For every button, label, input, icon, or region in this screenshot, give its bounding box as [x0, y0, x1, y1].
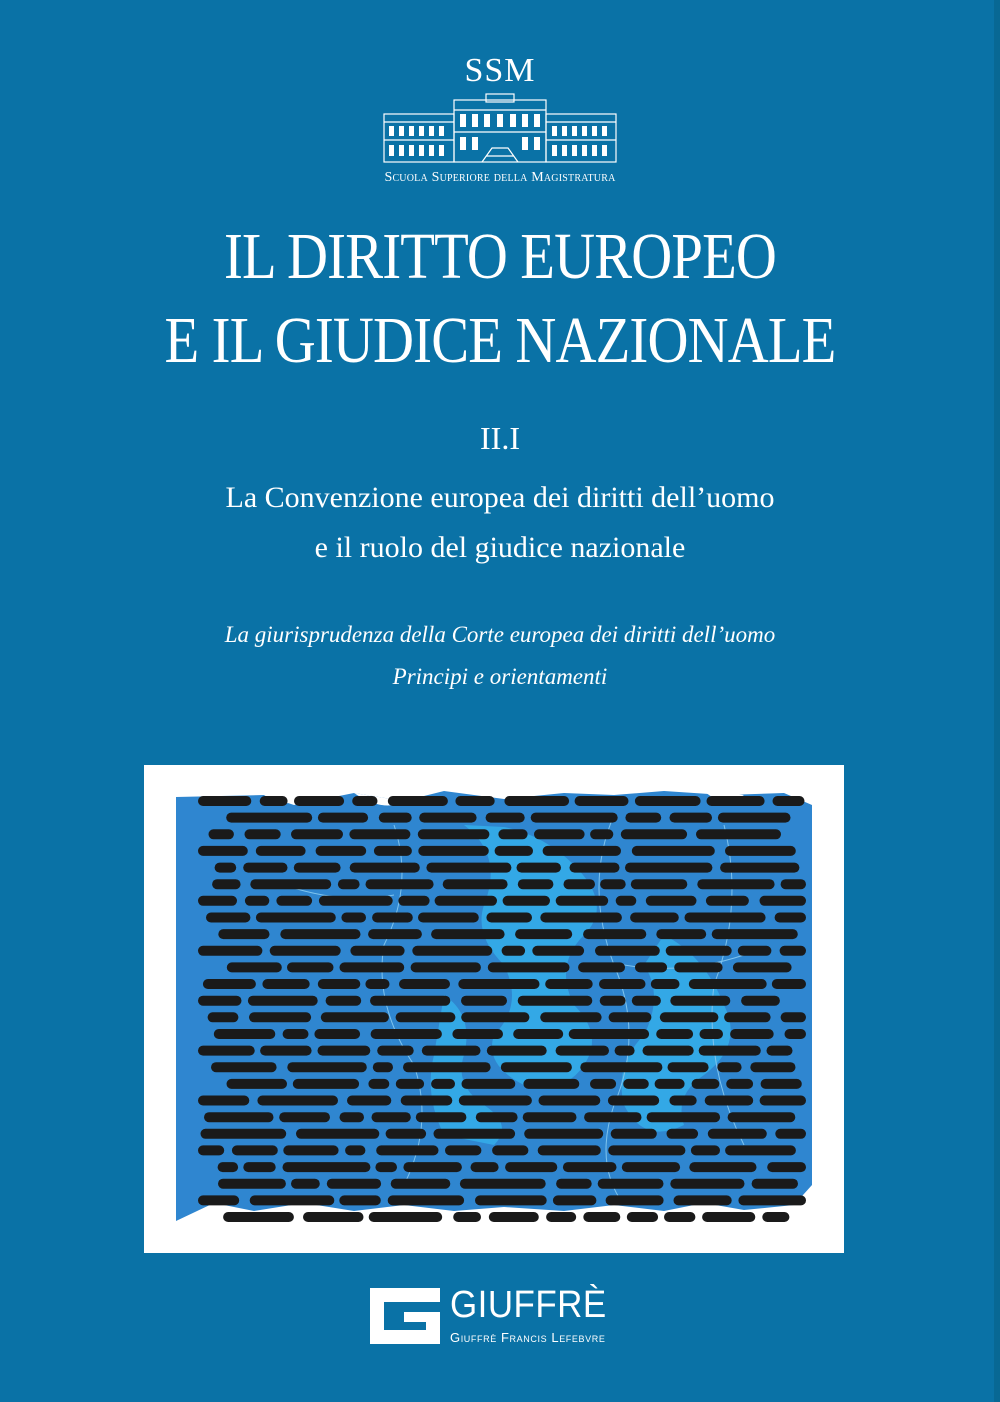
redaction-bar: [218, 1179, 286, 1189]
redaction-bar: [725, 846, 796, 856]
redaction-bar: [518, 996, 593, 1006]
redaction-bar: [321, 1012, 389, 1022]
redaction-bar: [248, 996, 318, 1006]
redaction-bar: [379, 813, 412, 823]
redaction-bar: [211, 1062, 277, 1072]
redaction-bar: [556, 1046, 609, 1056]
redaction-bar: [338, 879, 360, 889]
redaction-bar: [741, 996, 780, 1006]
redaction-bar: [250, 879, 331, 889]
redaction-bar: [293, 1079, 359, 1089]
redaction-bar: [374, 846, 412, 856]
redaction-bar: [534, 829, 585, 839]
redaction-bar: [287, 1062, 367, 1072]
redaction-bar: [643, 1046, 694, 1056]
redaction-bar: [667, 1129, 699, 1139]
redaction-bar: [294, 863, 341, 873]
redaction-bar: [245, 829, 281, 839]
redaction-bar: [726, 1079, 753, 1089]
redaction-bar: [761, 1079, 802, 1089]
redaction-bar: [459, 1096, 532, 1106]
redaction-bar: [377, 1046, 414, 1056]
redaction-bar: [373, 1062, 393, 1072]
redaction-bar: [517, 863, 562, 873]
redaction-bar: [341, 913, 366, 923]
redaction-bar: [668, 1062, 709, 1072]
redaction-bar: [767, 1162, 806, 1172]
redaction-bar: [615, 1046, 635, 1056]
redaction-bar: [609, 1012, 652, 1022]
redaction-bar: [198, 1046, 255, 1056]
redaction-bar: [670, 996, 730, 1006]
redaction-bar: [372, 913, 413, 923]
redaction-bar: [627, 1212, 658, 1222]
redaction-bar: [198, 1096, 249, 1106]
redaction-bar: [621, 829, 687, 839]
redaction-bar: [656, 1029, 693, 1039]
redaction-bar: [515, 929, 572, 939]
redaction-bar: [370, 996, 450, 1006]
redaction-bar: [760, 1096, 806, 1106]
redaction-bar: [218, 929, 269, 939]
redaction-bar: [583, 929, 646, 939]
redaction-bar: [198, 1145, 224, 1155]
redaction-bar: [426, 863, 511, 873]
redaction-bar: [781, 1012, 806, 1022]
redaction-bar: [345, 1145, 365, 1155]
redaction-bar: [419, 813, 476, 823]
redaction-bar: [435, 896, 497, 906]
redaction-bar: [670, 813, 713, 823]
redaction-bar: [318, 813, 368, 823]
redaction-bar: [243, 863, 287, 873]
redaction-bar: [539, 1096, 601, 1106]
redaction-bar: [664, 1212, 695, 1222]
redaction-bar: [718, 813, 791, 823]
redaction-bar: [214, 1029, 275, 1039]
publisher-group: Giuffrè Francis Lefebvre: [450, 1330, 606, 1345]
redaction-bar: [249, 1012, 311, 1022]
redaction-bar: [461, 996, 507, 1006]
redaction-bar: [287, 962, 334, 972]
redaction-bar: [772, 979, 806, 989]
redaction-bar: [692, 1079, 720, 1089]
redaction-bar: [340, 962, 405, 972]
redaction-bar: [316, 846, 367, 856]
redaction-bar: [717, 1062, 741, 1072]
redaction-bar: [250, 1195, 335, 1205]
redaction-bar: [368, 929, 422, 939]
redaction-bar: [212, 879, 241, 889]
redaction-bar: [318, 979, 361, 989]
redaction-bar: [314, 1029, 360, 1039]
redaction-bar: [762, 1212, 789, 1222]
redaction-bar: [227, 962, 282, 972]
redaction-bar: [697, 879, 774, 889]
redaction-bar: [595, 946, 660, 956]
redaction-bar: [781, 879, 806, 889]
redaction-bar: [540, 913, 622, 923]
redaction-bar: [632, 996, 661, 1006]
redaction-bar: [291, 1179, 320, 1189]
series-line-2: Principi e orientamenti: [392, 664, 608, 689]
redaction-bar: [674, 1195, 732, 1205]
redaction-bar: [318, 1046, 371, 1056]
redaction-bar: [728, 1112, 796, 1122]
redaction-bar: [431, 1079, 455, 1089]
redaction-bar: [773, 796, 805, 806]
redaction-bar: [705, 1096, 754, 1106]
redaction-bar: [725, 1145, 796, 1155]
redaction-bar: [655, 1079, 685, 1089]
redaction-bar: [708, 1129, 767, 1139]
redaction-bar: [403, 1062, 491, 1072]
redaction-bar: [204, 1112, 274, 1122]
building-facade-icon: [382, 92, 618, 171]
redaction-bar: [616, 896, 637, 906]
redaction-bar: [502, 946, 525, 956]
redaction-bar: [498, 829, 527, 839]
spine-edge: [994, 0, 1000, 1402]
redaction-bar: [600, 996, 626, 1006]
subtitle-line-1: La Convenzione europea dei diritti dell’uomo: [225, 481, 775, 514]
redaction-bar: [422, 1046, 481, 1056]
redaction-bar: [540, 1012, 601, 1022]
redaction-bar: [418, 829, 490, 839]
redaction-bar: [443, 879, 508, 889]
redaction-bar: [198, 946, 262, 956]
redaction-bar: [570, 863, 620, 873]
redaction-bar: [702, 1212, 755, 1222]
redacted-map-of-europe-icon: [144, 765, 844, 1253]
redaction-bar: [471, 1162, 499, 1172]
redaction-bar: [372, 1112, 411, 1122]
redaction-bar: [760, 896, 807, 906]
redaction-bar: [455, 796, 494, 806]
redaction-bar: [418, 846, 489, 856]
redaction-bar: [375, 1162, 397, 1172]
redaction-bar: [531, 813, 618, 823]
redaction-bar: [625, 813, 661, 823]
redaction-bar: [752, 1179, 798, 1189]
redaction-bar: [635, 962, 667, 972]
redaction-bar: [401, 1096, 453, 1106]
redaction-bar: [775, 1129, 806, 1139]
redaction-bar: [476, 1112, 518, 1122]
redaction-bar: [660, 1012, 719, 1022]
redaction-bar: [486, 913, 532, 923]
redaction-bar: [431, 929, 505, 939]
redaction-bar: [666, 946, 732, 956]
school-name: Scuola Superiore della Magistratura: [384, 170, 616, 185]
redaction-bar: [767, 1046, 793, 1056]
redaction-bar: [280, 929, 360, 939]
redaction-bar: [785, 1029, 807, 1039]
logo-abbreviation: SSM: [464, 52, 536, 89]
redaction-bar: [283, 1029, 309, 1039]
redaction-bar: [201, 1129, 287, 1139]
redaction-bar: [750, 1062, 795, 1072]
redaction-bar: [543, 846, 621, 856]
redaction-bar: [319, 896, 393, 906]
redaction-bar: [434, 1129, 516, 1139]
redaction-bar: [365, 979, 389, 989]
redaction-bar: [656, 929, 706, 939]
redaction-bar: [670, 1179, 744, 1189]
redaction-bar: [556, 1179, 592, 1189]
redaction-bar: [699, 1046, 761, 1056]
redaction-bar: [369, 1212, 443, 1222]
redaction-bar: [546, 1212, 576, 1222]
redaction-bar: [631, 879, 688, 889]
redaction-bar: [352, 796, 377, 806]
redaction-bar: [712, 929, 798, 939]
redaction-bar: [303, 1212, 364, 1222]
redaction-bar: [611, 1129, 657, 1139]
series-line-1: La giurisprudenza della Corte europea dei diritti dell’uomo: [224, 622, 776, 647]
redaction-bar: [646, 896, 697, 906]
redaction-bar: [599, 979, 646, 989]
redaction-bar: [600, 879, 626, 889]
redaction-bar: [260, 796, 288, 806]
redaction-bar: [461, 1012, 529, 1022]
redaction-bar: [452, 1029, 503, 1039]
redaction-bar: [462, 1079, 516, 1089]
redaction-bar: [625, 863, 712, 873]
redaction-bar: [608, 1145, 685, 1155]
redaction-bar: [632, 846, 715, 856]
redaction-bar: [203, 979, 256, 989]
book-title-line-2: E IL GIUDICE NAZIONALE: [164, 304, 836, 377]
redaction-bar: [396, 1012, 456, 1022]
redaction-bar: [495, 846, 533, 856]
redaction-bar: [327, 1179, 381, 1189]
redaction-bar: [706, 896, 749, 906]
redaction-bar: [460, 1179, 546, 1189]
redaction-bar: [564, 879, 596, 889]
book-title-line-1: IL DIRITTO EUROPEO: [223, 220, 777, 293]
redaction-bar: [349, 829, 410, 839]
redaction-bar: [350, 946, 404, 956]
redaction-bar: [232, 1145, 278, 1155]
redaction-bar: [198, 1195, 239, 1205]
redaction-bar: [245, 896, 269, 906]
redaction-bar: [623, 1079, 649, 1089]
redaction-bar: [215, 863, 237, 873]
redaction-bar: [398, 896, 429, 906]
redaction-bar: [590, 829, 613, 839]
redaction-bar: [243, 1162, 275, 1172]
redaction-bar: [669, 1096, 696, 1106]
redaction-bar: [391, 1179, 451, 1189]
redaction-bar: [691, 1145, 720, 1155]
redaction-bar: [489, 1212, 539, 1222]
redaction-bar: [590, 1079, 616, 1089]
redaction-bar: [505, 1162, 557, 1172]
redaction-bar: [685, 913, 766, 923]
redaction-bar: [532, 946, 584, 956]
redaction-bar: [347, 1096, 391, 1106]
redaction-bar: [584, 1112, 641, 1122]
redaction-bar: [270, 946, 341, 956]
redaction-bar: [501, 1062, 572, 1072]
redaction-bar: [260, 1046, 312, 1056]
redaction-bar: [563, 1162, 617, 1172]
redaction-bar: [475, 1195, 547, 1205]
redaction-bar: [223, 1212, 294, 1222]
redaction-bar: [256, 913, 336, 923]
redaction-bar: [376, 1145, 438, 1155]
redaction-bar: [339, 1195, 381, 1205]
redaction-bar: [227, 1079, 288, 1089]
redaction-bar: [651, 979, 680, 989]
redaction-bar: [218, 1162, 239, 1172]
subtitle-line-2: e il ruolo del giudice nazionale: [314, 531, 686, 564]
redaction-bar: [366, 879, 434, 889]
redaction-bar: [689, 1162, 756, 1172]
giuffre-g-icon: [370, 1288, 440, 1344]
redaction-bar: [575, 796, 629, 806]
redaction-bar: [396, 1079, 424, 1089]
redaction-bar: [707, 796, 765, 806]
redaction-bar: [388, 1195, 464, 1205]
redaction-bar: [412, 946, 492, 956]
redaction-bar: [630, 913, 679, 923]
redaction-bar: [780, 946, 806, 956]
redaction-bar: [513, 1029, 563, 1039]
redaction-bar: [635, 796, 701, 806]
redaction-bar: [556, 896, 609, 906]
redaction-bar: [350, 863, 420, 873]
redaction-bar: [720, 863, 799, 873]
redaction-bar: [198, 796, 251, 806]
redaction-bar: [276, 896, 312, 906]
redaction-bar: [206, 913, 250, 923]
redaction-bar: [226, 813, 312, 823]
redaction-bar: [486, 813, 525, 823]
redaction-bar: [492, 1145, 528, 1155]
redaction-bar: [283, 1145, 338, 1155]
redaction-bar: [326, 996, 362, 1006]
redaction-bar: [386, 1129, 427, 1139]
redaction-bar: [488, 962, 570, 972]
redaction-bar: [696, 829, 781, 839]
redaction-bar: [775, 913, 806, 923]
redaction-bar: [578, 962, 625, 972]
redaction-bar: [458, 979, 539, 989]
cover-illustration: [144, 765, 844, 1253]
redaction-bar: [279, 1112, 330, 1122]
redaction-bar: [580, 1062, 662, 1072]
publisher-name: GIUFFRÈ: [450, 1284, 607, 1326]
redaction-bar: [256, 846, 306, 856]
redaction-bar: [733, 962, 792, 972]
redaction-bar: [738, 1195, 806, 1205]
redaction-bar: [503, 896, 550, 906]
redaction-bar: [388, 796, 448, 806]
redaction-bar: [689, 979, 767, 989]
redaction-bar: [198, 896, 237, 906]
redaction-bar: [674, 962, 722, 972]
redaction-bar: [700, 1029, 724, 1039]
redaction-bar: [208, 1012, 239, 1022]
redaction-bar: [416, 1112, 467, 1122]
redaction-bar: [608, 1096, 659, 1106]
redaction-bar: [724, 1012, 771, 1022]
redaction-bar: [340, 1112, 365, 1122]
redaction-bar: [198, 996, 242, 1006]
redaction-bar: [291, 829, 343, 839]
redaction-bar: [606, 1195, 664, 1205]
redaction-bar: [368, 1079, 389, 1089]
redaction-bar: [283, 1162, 371, 1172]
redaction-bar: [545, 979, 593, 989]
redaction-bar: [598, 1179, 664, 1189]
redaction-bar: [583, 1212, 620, 1222]
redaction-bar: [209, 829, 234, 839]
redaction-bar: [198, 846, 248, 856]
redaction-bar: [524, 1129, 603, 1139]
redaction-bar: [553, 1195, 597, 1205]
redaction-bar: [647, 1112, 721, 1122]
redaction-bar: [523, 1112, 577, 1122]
redaction-bar: [294, 796, 344, 806]
redaction-bar: [730, 1029, 774, 1039]
redaction-bar: [504, 796, 569, 806]
redaction-bar: [622, 1162, 680, 1172]
redaction-bar: [399, 979, 450, 989]
redaction-bar: [538, 1145, 601, 1155]
redaction-bar: [403, 1162, 462, 1172]
volume-number: II.I: [480, 420, 520, 456]
redaction-bar: [487, 1046, 547, 1056]
redaction-bar: [738, 946, 772, 956]
redaction-bar: [418, 913, 479, 923]
redaction-bar: [371, 1029, 442, 1039]
redaction-bar: [257, 1096, 338, 1106]
redaction-bar: [523, 1079, 579, 1089]
redaction-bar: [411, 962, 481, 972]
redaction-bar: [569, 1029, 649, 1039]
redaction-bar: [453, 1212, 481, 1222]
redaction-bar: [296, 1129, 379, 1139]
redaction-bar: [518, 879, 554, 889]
redaction-bar: [262, 979, 309, 989]
redaction-bar: [445, 1145, 481, 1155]
